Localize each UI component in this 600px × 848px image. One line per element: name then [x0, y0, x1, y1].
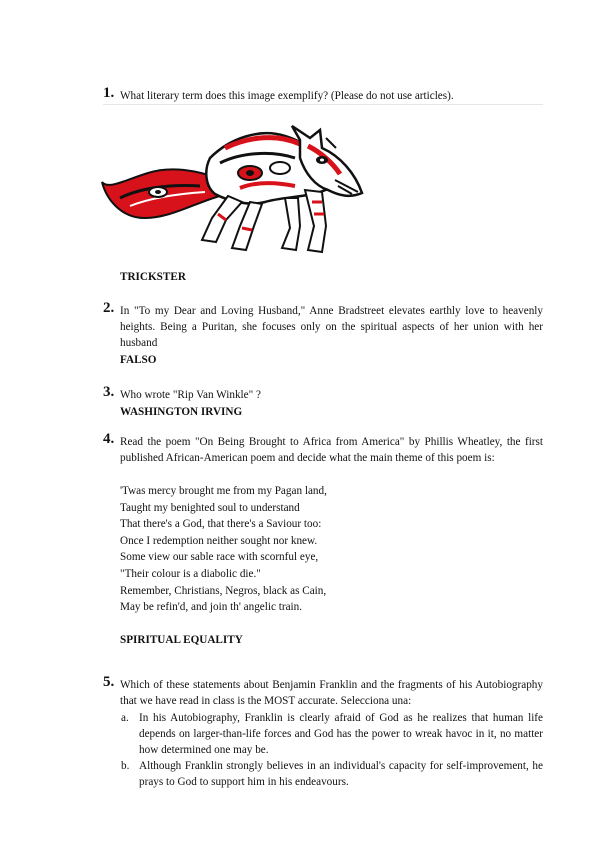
question-text: What literary term does this image exemplify? (Please do not use articles). [120, 90, 454, 102]
poem [120, 483, 543, 616]
poem-line: Once I redemption neither sought nor knew. [120, 534, 318, 547]
answer-text: WASHINGTON IRVING [120, 406, 243, 418]
question-1-answer [103, 268, 543, 285]
question-2 [103, 300, 543, 368]
option-b[interactable] [121, 758, 543, 790]
question-number: 5. [103, 674, 115, 690]
answer-options [121, 710, 543, 790]
question-4 [103, 431, 543, 648]
question-text: In "To my Dear and Loving Husband," Anne Bradstreet elevates earthly love to heavenly heights. Being a Puritan, she focuses only on the spiritual aspects of her union with her husband [120, 305, 543, 349]
poem-line: "Their colour is a diabolic die." [120, 567, 261, 580]
poem-line: 'Twas mercy brought me from my Pagan land, [120, 485, 327, 497]
option-text: Although Franklin strongly believes in an individual's capacity for self-improvement, he prays to God to support him in his endeavours. [139, 760, 543, 788]
question-1 [103, 85, 543, 104]
answer-text: FALSO [120, 354, 157, 366]
answer-text: SPIRITUAL EQUALITY [120, 633, 243, 646]
fox-totem-illustration [100, 118, 365, 258]
question-3 [103, 384, 543, 420]
option-letter: a. [121, 712, 129, 724]
separator-line [103, 104, 543, 105]
poem-line: That there's a God, that there's a Saviour too: [120, 518, 322, 531]
question-number: 3. [103, 384, 115, 400]
question-number: 4. [103, 431, 115, 447]
option-text: In his Autobiography, Franklin is clearly afraid of God as he realizes that human life depends on larger-than-life forces and God has the power to wreak havoc in it, no matter how determined one may be. [139, 712, 543, 756]
question-text: Who wrote "Rip Van Winkle" ? [120, 389, 261, 401]
fox-front-leg-2 [282, 198, 300, 250]
option-a[interactable] [121, 710, 543, 758]
question-text: Read the poem "On Being Brought to Africa from America" by Phillis Wheatley, the first published African-American poem and decide what the main theme of this poem is: [120, 436, 543, 464]
question-number: 2. [103, 300, 115, 316]
fox-front-leg [305, 190, 326, 252]
question-number: 1. [103, 85, 115, 101]
option-letter: b. [121, 760, 130, 772]
poem-line: Taught my benighted soul to understand [120, 501, 300, 514]
poem-line: Some view our sable race with scornful eye, [120, 551, 319, 564]
poem-line: May be refin'd, and join th' angelic train. [120, 601, 303, 614]
question-text: Which of these statements about Benjamin Franklin and the fragments of his Autobiography that we have read in class is the MOST accurate. Selecciona una: [120, 679, 543, 707]
poem-line: Remember, Christians, Negros, black as Cain, [120, 584, 327, 597]
answer-text: TRICKSTER [120, 271, 186, 283]
question-5 [103, 674, 543, 790]
